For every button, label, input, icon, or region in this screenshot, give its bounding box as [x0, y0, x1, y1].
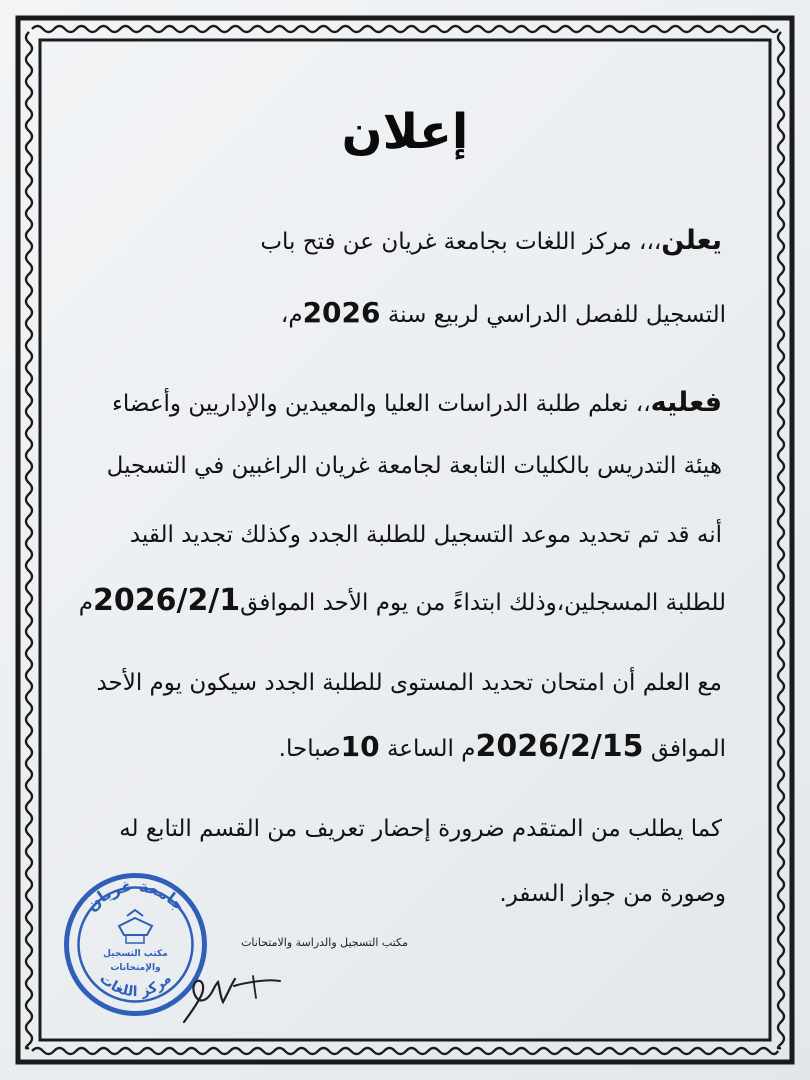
- seal-emblem-icon: [119, 910, 152, 943]
- paragraph-2-line-2: هيئة التدريس بالكليات التابعة لجامعة غريان الراغبين في التسجيل: [106, 453, 722, 479]
- paragraph-3-line-1: مع العلم أن امتحان تحديد المستوى للطلبة الجدد سيكون يوم الأحد: [96, 670, 722, 696]
- registration-year: 2026: [302, 296, 381, 329]
- office-signature-label: مكتب التسجيل والدراسة والامتحانات: [241, 936, 408, 949]
- paragraph-3-line-2-prefix: الموافق: [650, 736, 726, 762]
- placement-exam-date: 2026/2/15: [475, 729, 644, 764]
- paragraph-1-line-1: [82, 224, 722, 259]
- handwritten-signature: [176, 958, 296, 1032]
- paragraph-3-line-2-suffix: صباحا.: [278, 736, 341, 762]
- seal-inner-text-2: والإمتحانات: [110, 963, 161, 973]
- seal-inner-text-1: مكتب التسجيل: [103, 949, 168, 959]
- announcement-title: إعلان: [341, 104, 469, 160]
- paragraph-4-line-2: وصورة من جواز السفر.: [499, 881, 726, 907]
- placement-exam-hour: 10: [340, 730, 380, 763]
- seal-bottom-text: مركز اللغات: [96, 970, 175, 1001]
- paragraph-2-line-3: أنه قد تم تحديد موعد التسجيل للطلبة الجدد وكذلك تجديد القيد: [129, 522, 722, 548]
- paragraph-2-line-4-text: للطلبة المسجلين،وذلك ابتداءً من يوم الأحد الموافق: [240, 590, 726, 616]
- paragraph-2-line-1: [82, 386, 722, 421]
- paragraph-3-line-2-mid: م الساعة: [386, 736, 476, 762]
- paragraph-1-line-2-text: التسجيل للفصل الدراسي لربيع سنة: [387, 302, 726, 328]
- paragraph-2-line-4: [78, 583, 726, 620]
- paragraph-3-line-2: [86, 730, 726, 766]
- paragraph-1-line-2: [86, 296, 726, 332]
- lead-word-therefore: فعليه: [650, 387, 722, 418]
- paragraph-2-line-1-text: ،، نعلم طلبة الدراسات العليا والمعيدين والإداريين وأعضاء: [112, 391, 651, 417]
- paragraph-1-line-1-text: ،،، مركز اللغات بجامعة غريان عن فتح باب: [260, 229, 662, 255]
- paragraph-4-line-1: كما يطلب من المتقدم ضرورة إحضار تعريف من القسم التابع له: [119, 816, 722, 842]
- paragraph-1-line-2-suffix: م،: [280, 302, 303, 328]
- lead-word-announces: يعلن: [661, 225, 722, 256]
- seal-top-text: جامعة غريان: [81, 876, 190, 916]
- registration-start-date: 2026/2/1: [92, 583, 241, 618]
- paragraph-2-line-4-suffix: م: [78, 590, 93, 616]
